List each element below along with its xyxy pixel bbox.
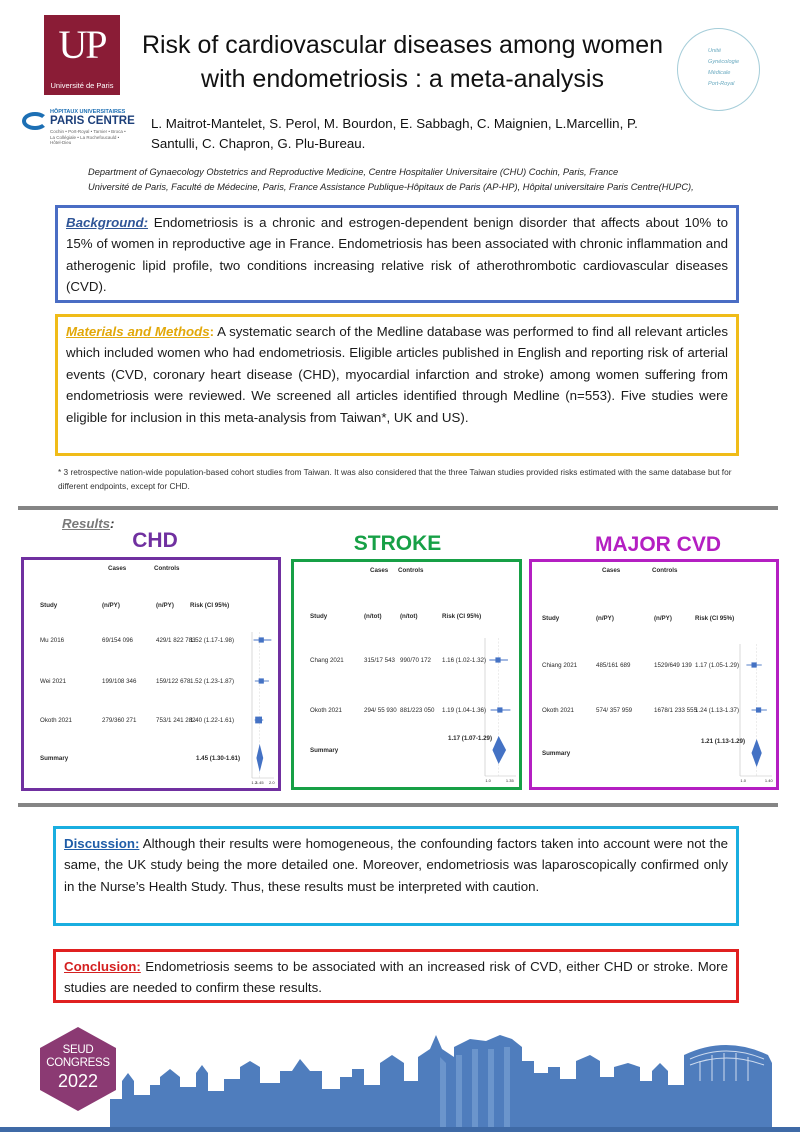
point-estimate-marker (756, 707, 761, 712)
chd-forest-plot (24, 560, 278, 788)
taiwan-footnote: * 3 retrospective nation-wide population-based cohort studies from Taiwan. It was also considered that the three Taiwan studies provided risks estimated with the same database but for different endpoints, except for CHD. (58, 467, 732, 491)
controls-value: 1529/649 139 (654, 662, 692, 669)
cases-header: Cases (370, 567, 389, 574)
summary-diamond (256, 744, 263, 772)
title-line-2: with endometriosis : a meta-analysis (201, 65, 604, 93)
cases-value: 294/ 55 930 (364, 707, 397, 714)
controls-value: 429/1 822 783 (156, 637, 196, 644)
seud-congress-badge (36, 1027, 120, 1111)
affiliation-line-1: Department of Gynaecology Obstetrics and Reproductive Medicine, Centre Hospitalier Universitaire (CHU) Cochin, Paris, France (88, 167, 619, 177)
cases-value: 315/17 543 (364, 657, 395, 664)
congress-year: 2022 (57, 1071, 99, 1091)
results-label-text: Results (62, 516, 111, 531)
results-label (62, 516, 114, 531)
unite-logo-line-1: Unité (708, 48, 722, 54)
x-tick-label: 1.40 (764, 778, 773, 783)
controls-value: 753/1 241 282 (156, 717, 196, 724)
column-header: Study (310, 613, 328, 620)
point-estimate-marker (751, 662, 756, 667)
results-label-colon: : (110, 516, 115, 531)
authors: L. Maitrot-Mantelet, S. Perol, M. Bourdon, E. Sabbagh, C. Maignien, L.Marcellin, P. Santulli, C. Chapron, G. Plu-Bureau. (151, 116, 638, 151)
summary-risk-value: 1.21 (1.13-1.29) (701, 738, 746, 745)
methods-colon: : (209, 324, 215, 339)
cases-value: 485/161 689 (596, 662, 631, 669)
methods-text: A systematic search of the Medline database was performed to find all relevant articles which included women who had endometriosis. Eligible articles published in English and reporting risk of arterial events (CVD, coronary heart disease (CHD), myocardial infarction and stroke) among women suffering from endometriosis were reviewed. We screened all articles identified through Medline (n=553). Five studies were eligible for inclusion in this meta-analysis from Taiwan*, UK and US). (66, 324, 728, 425)
hopitaux-logo-top: HÔPITAUX UNIVERSITAIRES (50, 109, 126, 115)
column-header: Risk (CI 95%) (695, 615, 735, 622)
cases-header: Cases (108, 565, 127, 572)
study-name: Okoth 2021 (542, 707, 574, 714)
risk-value: 1.24 (1.13-1.37) (695, 707, 740, 714)
unite-gynecologie-logo (677, 28, 760, 111)
risk-value: 1.19 (1.04-1.36) (442, 707, 487, 714)
risk-value: 1.52 (1.23-1.87) (190, 678, 235, 685)
point-estimate-marker (259, 637, 264, 642)
risk-value: 1.16 (1.02-1.32) (442, 657, 487, 664)
hopitaux-logo-main: PARIS CENTRE (50, 115, 135, 127)
summary-label: Summary (542, 750, 571, 757)
study-name: Wei 2021 (40, 678, 67, 685)
x-tick-label: 1.2 (251, 780, 257, 785)
column-header: (n/tot) (364, 613, 382, 620)
point-estimate-marker (255, 717, 262, 724)
chd-forest-plot-panel (21, 557, 281, 791)
column-header: (n/PY) (596, 615, 614, 622)
congress-line-2: CONGRESS (46, 1057, 110, 1069)
cases-value: 574/ 357 959 (596, 707, 633, 714)
summary-label: Summary (40, 755, 69, 762)
controls-header: Controls (154, 565, 180, 572)
point-estimate-marker (497, 707, 502, 712)
risk-value: 1.52 (1.17-1.98) (190, 637, 235, 644)
major-cvd-title: MAJOR CVD (594, 533, 721, 556)
unite-logo-line-3: Médicale (708, 70, 731, 76)
risk-value: 1.40 (1.22-1.61) (190, 717, 235, 724)
x-tick-label: 1.45 (255, 780, 264, 785)
summary-label: Summary (310, 747, 339, 754)
title-line-1: Risk of cardiovascular diseases among women (141, 31, 664, 59)
athens-skyline-illustration (0, 1011, 800, 1132)
point-estimate-marker (495, 657, 500, 662)
discussion-label: Discussion: (64, 836, 140, 851)
x-tick-label: 2.0 (269, 780, 275, 785)
study-name: Chiang 2021 (542, 662, 578, 669)
controls-value: 990/70 172 (400, 657, 431, 664)
risk-value: 1.17 (1.05-1.29) (695, 662, 740, 669)
conclusion-section (53, 949, 739, 1003)
x-tick-label: 1.35 (505, 778, 514, 783)
background-label: Background: (66, 215, 149, 230)
study-name: Chang 2021 (310, 657, 344, 664)
controls-header: Controls (398, 567, 424, 574)
study-name: Mu 2016 (40, 637, 65, 644)
universite-logo-name: Université de Paris (50, 81, 114, 90)
conclusion-text: Endometriosis seems to be associated with an increased risk of CVD, either CHD or stroke. More studies are needed to confirm these results. (64, 959, 728, 996)
controls-value: 881/223 050 (400, 707, 435, 714)
discussion-section (53, 826, 739, 926)
affiliation-line-2: Université de Paris, Faculté de Médecine, Paris, France Assistance Publique-Hôpitaux de Paris (AP-HP), Hôpital universitaire Paris Centre(HUPC), (88, 181, 694, 192)
methods-label: Materials and Methods (66, 324, 210, 339)
hopitaux-logo-sub: Cochin • Port-Royal • Tarnier • Broca • La Collégiale • La Rochefoucauld • Hôtel-Dieu (50, 129, 126, 145)
affiliations (88, 165, 788, 194)
discussion-text: Although their results were homogeneous, the confounding factors taken into account were not the same, the UK study being the more detailed one. Moreover, endometriosis was laparoscopically confirmed only in the Nurse’s Health Study. Thus, these results must be interpreted with caution. (64, 836, 728, 894)
cases-value: 69/154 096 (102, 637, 133, 644)
hopitaux-swirl-icon (22, 112, 48, 130)
unite-logo-line-4: Port-Royal (708, 81, 735, 87)
universite-de-paris-logo (44, 15, 120, 95)
column-header: (n/PY) (102, 602, 120, 609)
cases-header: Cases (602, 567, 621, 574)
column-header: (n/PY) (654, 615, 672, 622)
column-header: Study (40, 602, 58, 609)
stroke-forest-plot (294, 562, 519, 787)
universite-logo-mark: UP (58, 22, 106, 67)
summary-risk-value: 1.17 (1.07-1.29) (448, 735, 493, 742)
summary-diamond (752, 739, 762, 767)
methods-section (55, 314, 739, 456)
major-cvd-forest-plot-panel (529, 559, 779, 790)
cases-value: 199/108 346 (102, 678, 137, 685)
divider-bottom (18, 803, 778, 807)
x-tick-label: 1.0 (740, 778, 746, 783)
controls-value: 1678/1 233 555 (654, 707, 698, 714)
column-header: Study (542, 615, 560, 622)
major-cvd-forest-plot (532, 562, 776, 787)
hopitaux-paris-centre-logo (22, 108, 135, 145)
poster-title (125, 28, 680, 96)
cases-value: 279/360 271 (102, 717, 137, 724)
congress-line-1: SEUD (62, 1044, 94, 1056)
point-estimate-marker (259, 678, 264, 683)
stroke-title: STROKE (353, 532, 442, 555)
column-header: Risk (CI 95%) (190, 602, 230, 609)
study-name: Okoth 2021 (310, 707, 342, 714)
study-name: Okoth 2021 (40, 717, 72, 724)
chd-title: CHD (132, 529, 178, 552)
column-header: Risk (CI 95%) (442, 613, 482, 620)
background-text: Endometriosis is a chronic and estrogen-dependent benign disorder that affects about 10% to 15% of women in reproductive age in France. Endometriosis has been associated with chronic inflammation and atherogenic lipid profile, two conditions increasing relative risk of atherothrombotic cardiovascular diseases (CVD). (66, 215, 728, 295)
stroke-forest-plot-panel (291, 559, 522, 790)
column-header: (n/PY) (156, 602, 174, 609)
divider-top (18, 506, 778, 510)
conclusion-label: Conclusion: (64, 959, 141, 974)
controls-value: 159/122 678 (156, 678, 191, 685)
background-section (55, 205, 739, 303)
unite-logo-line-2: Gynécologie (708, 59, 740, 65)
summary-risk-value: 1.45 (1.30-1.61) (196, 755, 241, 762)
column-header: (n/tot) (400, 613, 418, 620)
controls-header: Controls (652, 567, 678, 574)
x-tick-label: 1.0 (485, 778, 491, 783)
summary-diamond (492, 736, 506, 764)
